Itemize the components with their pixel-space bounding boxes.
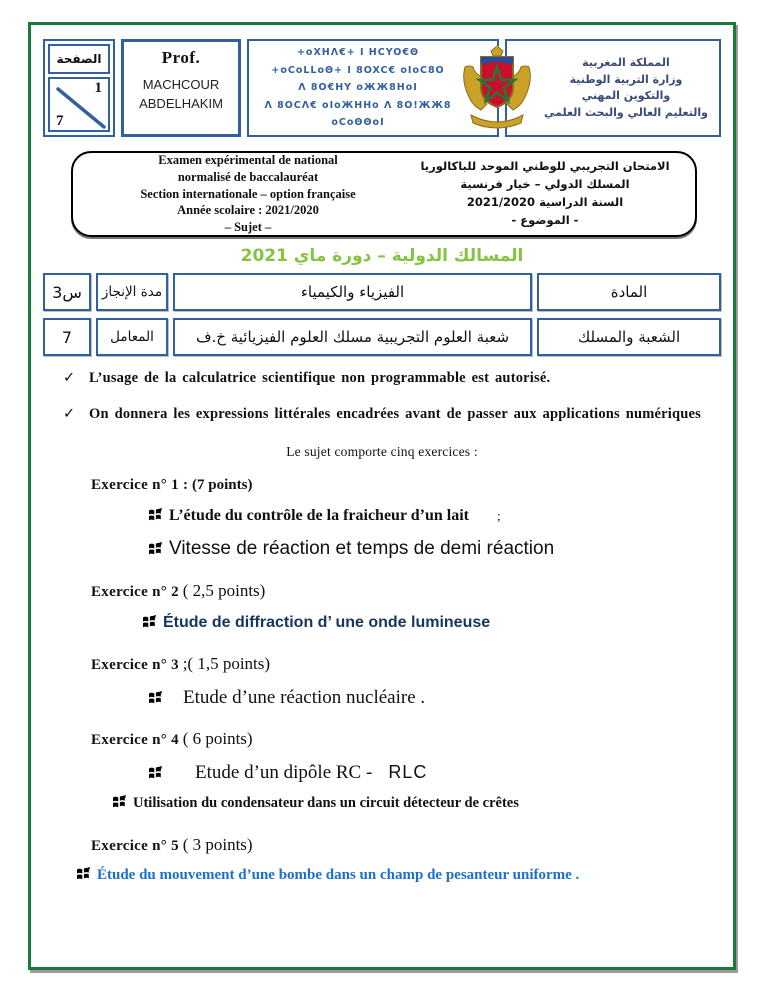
- instruction-item: [63, 404, 719, 426]
- exercise-item: [149, 762, 719, 784]
- prof-name-1: MACHCOUR: [142, 77, 220, 92]
- exercise-title: Exercice n° 2: [91, 583, 179, 600]
- track-label-cell: الشعبة والمسلك: [537, 318, 721, 356]
- exercise-item-text: L’étude du contrôle de la fraicheur d’un lait: [169, 506, 470, 524]
- instruction-text: L’usage de la calculatrice scientifique non programmable est autorisé.: [89, 370, 551, 386]
- flag-bullet-icon: [149, 508, 169, 526]
- page-current: 1: [94, 80, 102, 96]
- exercise-item: [143, 614, 719, 632]
- exam-fr-line: Année scolaire : 2021/2020: [177, 203, 319, 218]
- exercise-points: ( 2,5 points): [182, 580, 266, 600]
- exam-ar-line: السنة الدراسية 2021/2020: [466, 195, 624, 209]
- exercise-1-header: [91, 477, 719, 494]
- checkmark-icon: ✓: [63, 405, 76, 422]
- coefficient-value-cell: 7: [43, 318, 91, 356]
- exam-info-french: [83, 152, 413, 236]
- exam-fr-line: normalisé de baccalauréat: [177, 169, 319, 184]
- flag-bullet-icon: [149, 766, 195, 784]
- exam-info-box: [71, 151, 697, 237]
- tifinagh-line: Λ 8O€HY oЖЖ8HoI: [298, 82, 418, 94]
- tifinagh-line: +oCoLLoΘ+ I 8OXC€ oIoC8O: [271, 64, 445, 76]
- exercise-3-header: [91, 654, 719, 674]
- exercises-list: [91, 477, 719, 884]
- exercise-item-suffix: ;: [497, 507, 501, 523]
- header: [43, 39, 721, 137]
- exercise-item: [149, 538, 719, 560]
- flag-bullet-icon: [113, 795, 133, 813]
- ministry-line: والتعليم العالي والبحث العلمي: [544, 105, 708, 119]
- exercise-title: Exercice n° 5: [91, 837, 179, 854]
- flag-bullet-icon: [149, 691, 183, 709]
- ministry-line: والتكوين المهني: [581, 89, 671, 102]
- page-total: 7: [56, 113, 64, 129]
- exam-cover-page: [28, 22, 736, 970]
- subject-value-cell: الفيزياء والكيمياء: [173, 273, 532, 311]
- instructions: [63, 368, 719, 426]
- exercise-item-text: Étude de diffraction d’ une onde lumineuse: [163, 613, 491, 631]
- exercise-points: (7 points): [192, 476, 253, 493]
- page-number-box: [43, 39, 115, 137]
- info-table: [43, 273, 721, 356]
- professor-box: [121, 39, 241, 137]
- table-row: [43, 318, 721, 356]
- ministry-line: وزارة التربية الوطنية: [569, 72, 683, 86]
- checkmark-icon: ✓: [63, 370, 76, 386]
- exam-ar-line: - الموضوع -: [511, 212, 579, 227]
- exercise-2-header: [91, 581, 719, 601]
- flag-bullet-icon: [77, 867, 97, 885]
- session-title: المسالك الدولية – دورة ماي 2021: [240, 246, 524, 266]
- exercise-item-text: Etude d’un dipôle RC -: [195, 761, 373, 783]
- flag-bullet-icon: [149, 542, 169, 560]
- instruction-text: On donnera les expressions littérales encadrées avant de passer aux applications numériques: [89, 405, 702, 422]
- prof-title: Prof.: [161, 48, 201, 67]
- coat-of-arms-icon: [461, 45, 533, 133]
- exercise-points: ( 6 points): [182, 728, 253, 748]
- exercise-5-header: [91, 835, 719, 855]
- exercise-title: Exercice n° 3: [91, 656, 179, 673]
- exercise-item-text: Etude d’une réaction nucléaire .: [183, 686, 426, 708]
- exercise-item: [77, 866, 719, 884]
- table-row: [43, 273, 721, 311]
- page-label: الصفحة: [48, 44, 110, 74]
- exercise-points: ;( 1,5 points): [182, 653, 271, 673]
- exercise-item: [149, 507, 719, 525]
- coefficient-label-cell: المعامل: [96, 318, 168, 356]
- exam-ar-line: الامتحان التجريبي للوطني الموحد للباكالوريا: [420, 159, 670, 174]
- exercise-title: Exercice n° 4: [91, 731, 179, 748]
- duration-label-cell: مدة الإنجاز: [96, 273, 168, 311]
- exercises-intro: Le sujet comporte cinq exercices :: [286, 443, 478, 459]
- exercise-item-text: Utilisation du condensateur dans un circuit détecteur de crêtes: [133, 794, 519, 811]
- prof-name-2: ABDELHAKIM: [139, 96, 223, 111]
- flag-bullet-icon: [143, 615, 163, 633]
- exam-fr-line: Examen expérimental de national: [158, 152, 338, 167]
- exercise-item-text: Étude du mouvement d’une bombe dans un champ de pesanteur uniforme .: [97, 866, 580, 883]
- subject-label-cell: المادة: [537, 273, 721, 311]
- exercise-item-suffix: RLC: [388, 761, 428, 782]
- duration-value-cell: 3س: [43, 273, 91, 311]
- page-fraction: [48, 77, 110, 132]
- tifinagh-line: Λ 8OCΛ€ oIoЖHHo Λ 8O!ЖЖ8 oCoΘΘoI: [264, 99, 452, 129]
- exercise-points: ( 3 points): [182, 834, 253, 854]
- exam-ar-line: المسلك الدولي – خيار فرنسية: [460, 177, 630, 192]
- exam-fr-line: Section internationale – option française: [140, 186, 356, 201]
- exam-info-arabic: [413, 158, 677, 229]
- exercise-4-header: [91, 729, 719, 749]
- exercise-item-text: Vitesse de réaction et temps de demi réaction: [169, 537, 555, 559]
- track-value-cell: شعبة العلوم التجريبية مسلك العلوم الفيزيائية خ.ف: [173, 318, 532, 356]
- exam-fr-line: – Sujet –: [224, 220, 272, 235]
- exercise-item: [113, 794, 719, 812]
- exercise-item: [149, 687, 719, 709]
- exercise-title: Exercice n° 1 :: [91, 476, 189, 493]
- instruction-item: [63, 368, 719, 390]
- ministry-arabic-box: [505, 39, 721, 137]
- tifinagh-line: +oXHΛ€+ I HCYO€Θ: [296, 47, 420, 59]
- ministry-line: المملكة المغربية: [582, 56, 670, 69]
